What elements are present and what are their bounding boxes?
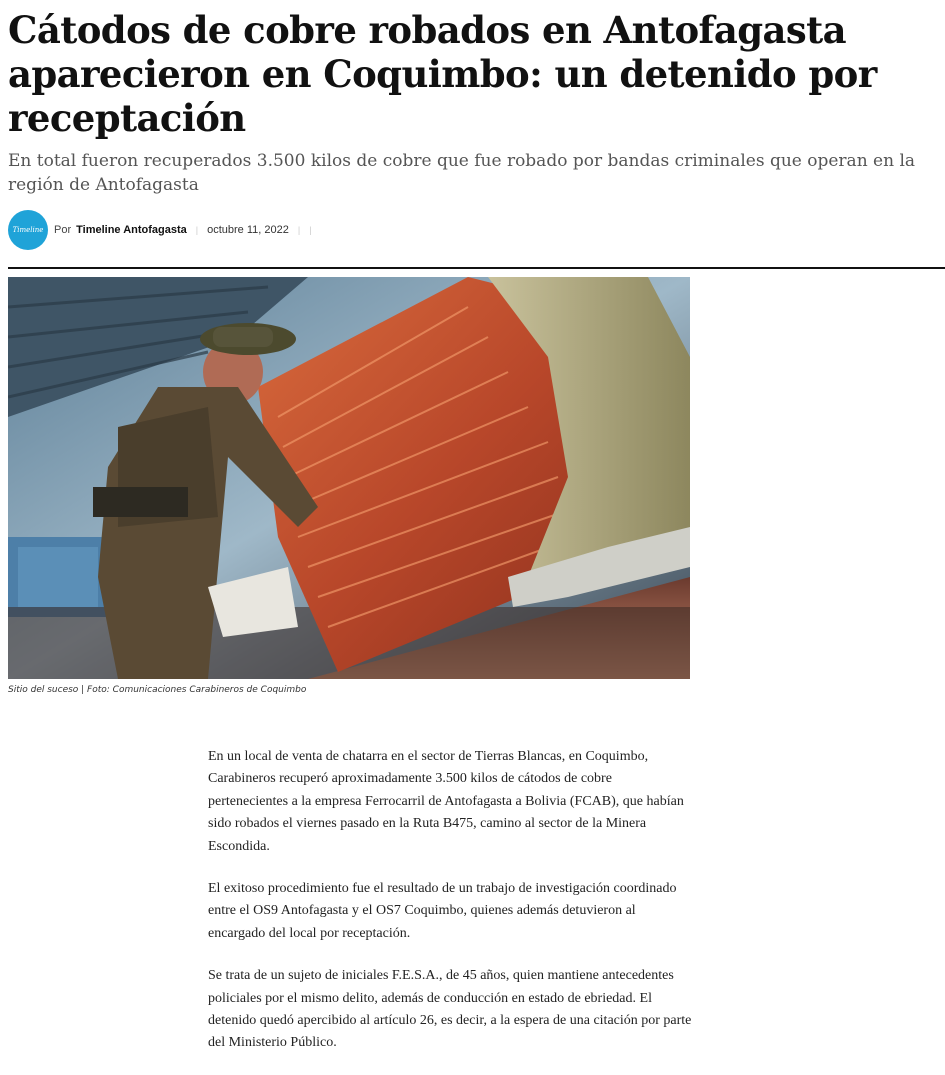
avatar-logo-text: Timeline bbox=[12, 226, 44, 234]
meta-separator: | bbox=[195, 225, 199, 235]
by-label: Por bbox=[54, 224, 72, 236]
meta-separator: | bbox=[309, 225, 312, 235]
body-paragraph: Se trata de un sujeto de iniciales F.E.S.A., de 45 años, quien mantiene antecedentes policiales por el mismo delito, además de conducción en estado de ebriedad. El detenido quedó apercibido al artículo 26, es decir, a la espera de una citación por parte del Ministerio Público. bbox=[208, 968, 692, 1051]
article-headline: Cátodos de cobre robados en Antofagasta aparecieron en Coquimbo: un detenido por receptación bbox=[8, 8, 877, 140]
article-header bbox=[8, 8, 938, 197]
hero-photo-illustration bbox=[8, 277, 690, 679]
meta-separator: | bbox=[297, 225, 301, 235]
body-paragraph: El exitoso procedimiento fue el resultado de un trabajo de investigación coordinado entre el OS9 Antofagasta y el OS7 Coquimbo, quienes además detuvieron al encargado del local por receptación. bbox=[208, 881, 677, 941]
article-meta bbox=[8, 210, 321, 250]
hero-figure bbox=[8, 277, 690, 695]
header-divider bbox=[8, 267, 945, 269]
publish-date: octubre 11, 2022 bbox=[207, 224, 289, 236]
author-avatar[interactable] bbox=[8, 210, 48, 250]
article-body bbox=[208, 746, 692, 1075]
hero-image bbox=[8, 277, 690, 679]
hero-caption: Sitio del suceso | Foto: Comunicaciones Carabineros de Coquimbo bbox=[8, 685, 307, 695]
body-paragraph: En un local de venta de chatarra en el sector de Tierras Blancas, en Coquimbo, Carabineros recuperó aproximadamente 3.500 kilos de cátodos de cobre pertenecientes a la empresa Ferrocarril de Antofagasta a Bolivia (FCAB), que habían sido robados el viernes pasado en la Ruta B475, camino al sector de la Minera Escondida. bbox=[208, 749, 684, 854]
author-link[interactable]: Timeline Antofagasta bbox=[76, 224, 187, 236]
article-subheadline: En total fueron recuperados 3.500 kilos de cobre que fue robado por bandas criminales que operan en la región de Antofagasta bbox=[8, 151, 916, 195]
